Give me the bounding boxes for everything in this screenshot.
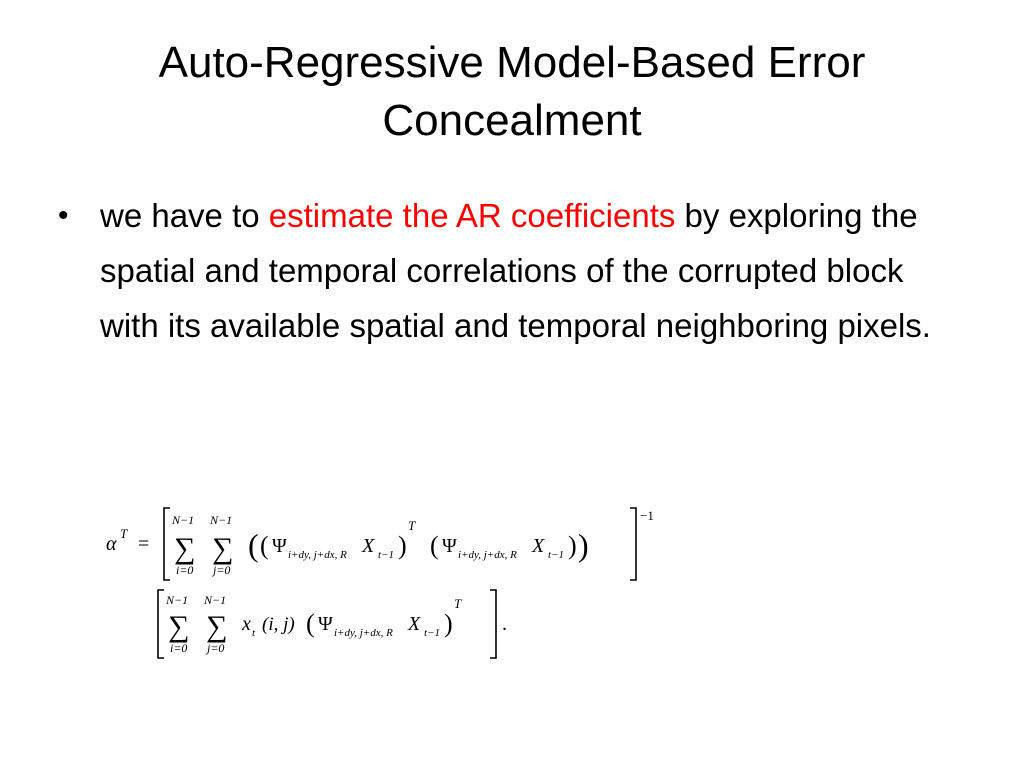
paren-left-3: ( [306,609,315,638]
right-bracket-1 [630,508,636,580]
psi-symbol-3: Ψ [318,613,333,635]
transpose-3: T [454,596,462,611]
left-bracket-1 [164,508,170,580]
bullet-marker: • [58,199,69,232]
xt-arguments: (i, j) [262,614,295,635]
paren-right-3: ) [444,609,453,638]
inner-paren-left-2: ( [430,531,439,560]
transpose-1: T [408,518,416,533]
bullet-item [56,188,936,353]
sum-upper-i-2: N−1 [166,593,189,607]
psi-subscript-1: i+dy, j+dx, R [288,549,347,561]
x-subscript-2: t−1 [548,549,564,561]
left-bracket-2 [158,590,164,658]
x-subscript-1: t−1 [378,549,394,561]
ar-coefficient-formula [100,500,680,670]
formula-period: . [502,613,507,635]
equals-sign: = [138,533,150,555]
outer-paren-right: ) [578,527,589,563]
psi-symbol-1: Ψ [272,535,287,557]
inverse-superscript: −1 [640,508,654,523]
x-subscript-3: t−1 [424,627,440,639]
alpha-symbol: α [106,533,117,555]
bullet-text-before: we have to [100,197,269,234]
alpha-superscript: T [120,526,128,541]
bullet-highlight: estimate the AR coefficients [268,197,676,234]
sum-upper-i: N−1 [172,513,195,527]
psi-symbol-2: Ψ [442,535,457,557]
bullet-list [56,188,936,353]
sum-lower-i-2: i=0 [170,641,188,655]
inner-paren-left-1: ( [260,531,269,560]
x-small-symbol: x [242,613,251,635]
sum-sign-i: ∑ [174,532,196,565]
slide-title: Auto-Regressive Model-Based Error Concealment [158,38,866,145]
sum-lower-i: i=0 [176,563,194,577]
sum-sign-j: ∑ [212,532,234,565]
psi-subscript-2: i+dy, j+dx, R [458,549,517,561]
sum-lower-j-2: j=0 [207,641,225,655]
x-symbol-1: X [362,535,375,557]
x-small-subscript: t [252,627,256,639]
sum-sign-i-2: ∑ [168,610,190,643]
inner-paren-right-2: ) [568,531,577,560]
sum-upper-j: N−1 [210,513,233,527]
outer-paren-left: ( [248,527,259,563]
sum-lower-j: j=0 [213,563,231,577]
psi-subscript-3: i+dy, j+dx, R [334,627,393,639]
x-symbol-2: X [532,535,545,557]
x-symbol-3: X [408,613,421,635]
right-bracket-2 [490,590,496,658]
sum-sign-j-2: ∑ [206,610,228,643]
inner-paren-right-1: ) [398,531,407,560]
sum-upper-j-2: N−1 [204,593,227,607]
bullet-text-after: by exploring the spatial and temporal correlations of the corrupted block with its available spatial and temporal neighboring pixels. [100,197,931,344]
